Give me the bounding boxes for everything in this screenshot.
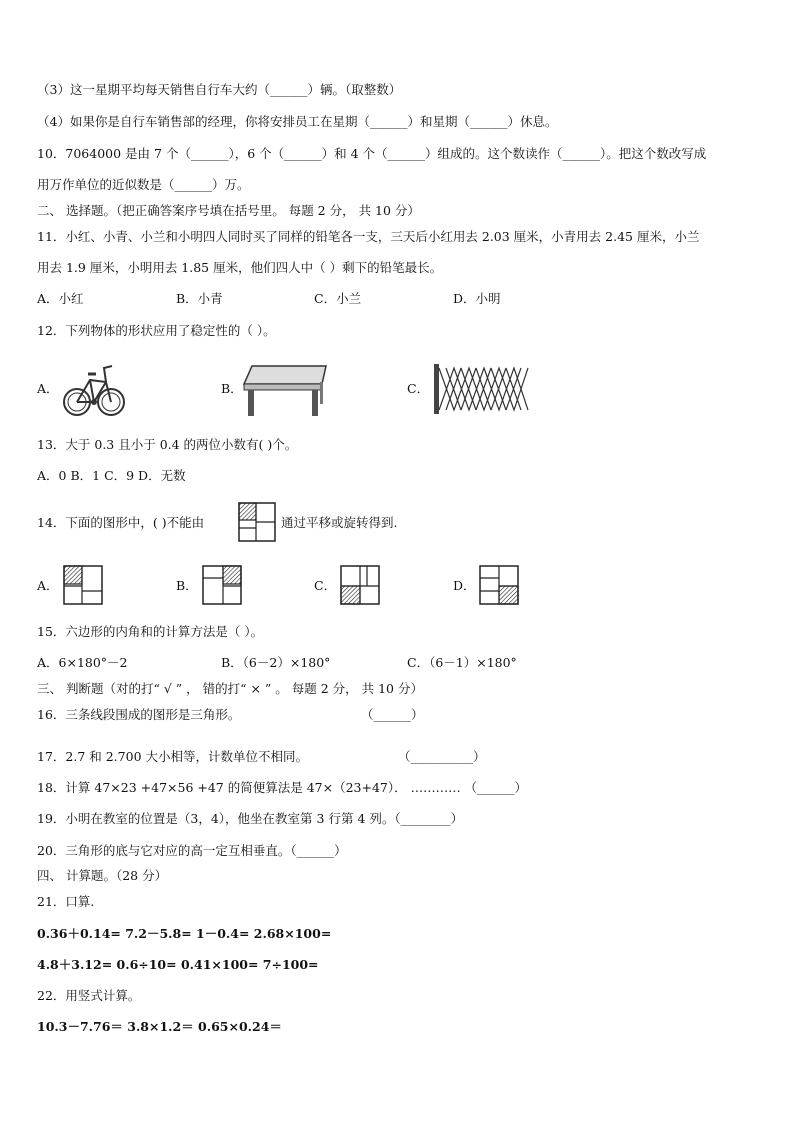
q14-figure-d bbox=[479, 565, 519, 605]
q10-line2: 用万作单位的近似数是（______）万。 bbox=[37, 177, 250, 192]
q10-line1: 10．7064000 是由 7 个（______），6 个（______）和 4 个（______）组成的。这个数读作（______）。把这个数改写成 bbox=[37, 146, 707, 161]
q11-line1: 11．小红、小青、小兰和小明四人同时买了同样的铅笔各一支，三天后小红用去 2.03 厘米，小青用去 2.45 厘米，小兰 bbox=[37, 229, 700, 244]
q11-option-a: A．小红 bbox=[37, 291, 84, 306]
q14-question-end: 通过平移或旋转得到. bbox=[281, 515, 398, 530]
folding-gate-icon bbox=[434, 364, 532, 414]
q15-option-a: A．6×180°－2 bbox=[37, 655, 128, 670]
q14-option-b: B． bbox=[176, 578, 198, 593]
q21-row-2: 4.8＋3.12= 0.6÷10= 0.41×100= 7÷100= bbox=[37, 957, 319, 972]
q16-statement: 16．三条线段围成的图形是三角形。 bbox=[37, 707, 241, 722]
q9-part3: （3）这一星期平均每天销售自行车大约（______）辆。（取整数） bbox=[37, 82, 402, 97]
q14-figure-b bbox=[202, 565, 242, 605]
q11-option-b: B．小青 bbox=[176, 291, 223, 306]
q14-figure-a bbox=[63, 565, 103, 605]
q11-option-d: D．小明 bbox=[453, 291, 501, 306]
q14-reference-figure bbox=[238, 502, 276, 542]
q13-options: A．0 B．1 C．9 D．无数 bbox=[37, 468, 186, 483]
q12-option-a: A． bbox=[37, 381, 59, 396]
q14-option-d: D． bbox=[453, 578, 476, 593]
q22-title: 22．用竖式计算。 bbox=[37, 988, 141, 1003]
table-icon bbox=[240, 362, 330, 418]
q11-line2: 用去 1.9 厘米，小明用去 1.85 厘米，他们四人中（ ）剩下的铅笔最长。 bbox=[37, 260, 443, 275]
bicycle-icon bbox=[62, 354, 126, 420]
q18-statement: 18．计算 47×23 +47×56 +47 的简便算法是 47×（23+47）． ………… （______） bbox=[37, 780, 528, 795]
q12-option-c: C． bbox=[407, 381, 430, 396]
q14-figure-c bbox=[340, 565, 380, 605]
q16-answer-blank[interactable]: （______） bbox=[361, 707, 424, 722]
q11-option-c: C．小兰 bbox=[314, 291, 362, 306]
q17-answer-blank[interactable]: （__________） bbox=[398, 749, 486, 764]
q19-statement: 19．小明在教室的位置是（3，4），他坐在教室第 3 行第 4 列。（________） bbox=[37, 811, 464, 826]
q12-question: 12．下列物体的形状应用了稳定性的（ ）。 bbox=[37, 323, 276, 338]
section-4-heading: 四、 计算题。（28 分） bbox=[37, 868, 168, 883]
q15-option-c: C．（6－1）×180° bbox=[407, 655, 517, 670]
q13-question: 13．大于 0.3 且小于 0.4 的两位小数有( )个。 bbox=[37, 437, 298, 452]
q9-part4: （4）如果你是自行车销售部的经理，你将安排员工在星期（______）和星期（______）休息。 bbox=[37, 114, 558, 129]
q21-row-1: 0.36＋0.14= 7.2－5.8= 1－0.4= 2.68×100= bbox=[37, 926, 332, 941]
section-3-heading: 三、 判断题（对的打“ √ ” ， 错的打“ × ” 。 每题 2 分， 共 10 分） bbox=[37, 681, 423, 696]
q15-question: 15．六边形的内角和的计算方法是（ ）。 bbox=[37, 624, 264, 639]
q14-option-a: A． bbox=[37, 578, 59, 593]
section-2-heading: 二、 选择题。（把正确答案序号填在括号里。 每题 2 分， 共 10 分） bbox=[37, 203, 420, 218]
q22-row: 10.3－7.76＝ 3.8×1.2＝ 0.65×0.24＝ bbox=[37, 1019, 282, 1034]
q14-question-start: 14．下面的图形中，( )不能由 bbox=[37, 515, 205, 530]
q17-statement: 17．2.7 和 2.700 大小相等，计数单位不相同。 bbox=[37, 749, 308, 764]
q20-statement: 20．三角形的底与它对应的高一定互相垂直。（______） bbox=[37, 843, 347, 858]
q14-option-c: C． bbox=[314, 578, 337, 593]
q12-option-b: B． bbox=[221, 381, 243, 396]
q21-title: 21．口算. bbox=[37, 894, 95, 909]
q15-option-b: B．（6－2）×180° bbox=[221, 655, 331, 670]
